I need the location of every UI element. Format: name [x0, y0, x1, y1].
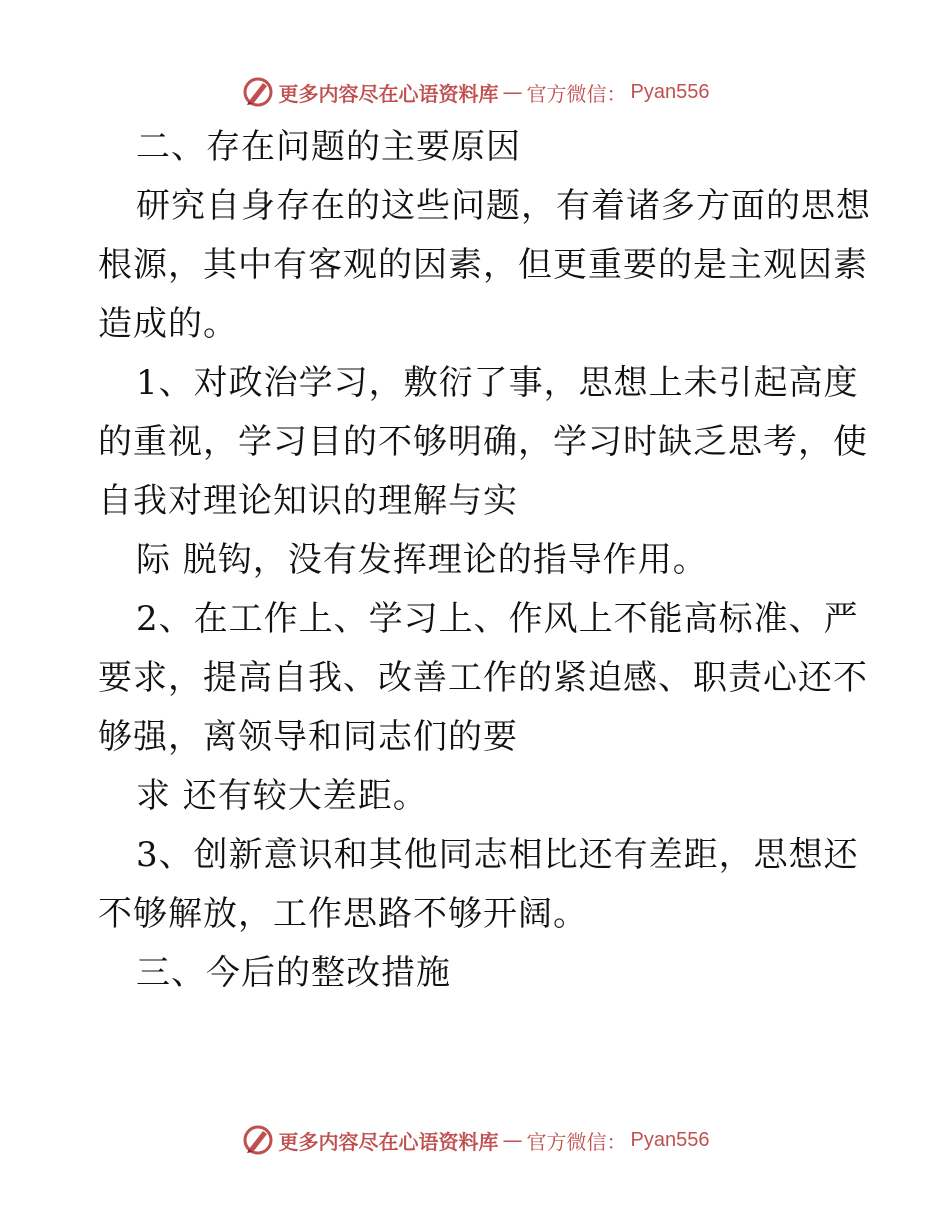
footer-watermark — [0, 1120, 950, 1160]
paragraph-line: 际 脱钩，没有发挥理论的指导作用。 — [136, 540, 708, 580]
paragraph-line: 要求，提高自我、改善工作的紧迫感、职责心还不 — [98, 658, 868, 698]
watermark-brand: 更多内容尽在心语资料库 — [278, 81, 499, 106]
paragraph-line: 求 还有较大差距。 — [136, 776, 428, 816]
paragraph-line: 自我对理论知识的理解与实 — [98, 481, 518, 521]
watermark-contact-label: 官方微信： — [526, 81, 627, 106]
watermark-dash: — — [502, 1128, 523, 1152]
pen-logo-icon — [241, 75, 275, 109]
watermark-contact-label: 官方微信： — [526, 1129, 627, 1154]
paragraph-line: 根源，其中有客观的因素，但更重要的是主观因素 — [98, 245, 868, 285]
paragraph-line: 造成的。 — [98, 304, 238, 344]
paragraph-line: 不够解放，工作思路不够开阔。 — [98, 894, 588, 934]
header-watermark — [0, 72, 950, 112]
paragraph-line: 的重视，学习目的不够明确，学习时缺乏思考，使 — [98, 422, 868, 462]
paragraph-line: 够强，离领导和同志们的要 — [98, 717, 518, 757]
watermark-handle: Pyan556 — [630, 80, 710, 103]
watermark-brand: 更多内容尽在心语资料库 — [278, 1129, 499, 1154]
paragraph-line: 研究自身存在的这些问题，有着诸多方面的思想 — [136, 186, 871, 226]
watermark-handle: Pyan556 — [630, 1128, 710, 1151]
watermark-dash: — — [502, 80, 523, 104]
paragraph-line: 1、对政治学习，敷衍了事，思想上未引起高度 — [136, 363, 859, 403]
paragraph-line: 2、在工作上、学习上、作风上不能高标准、严 — [136, 599, 859, 639]
document-body — [98, 118, 871, 1003]
paragraph-line: 3、创新意识和其他同志相比还有差距，思想还 — [136, 835, 859, 875]
section-heading-3: 三、今后的整改措施 — [136, 953, 451, 993]
section-heading-2: 二、存在问题的主要原因 — [136, 127, 521, 167]
pen-logo-icon — [241, 1123, 275, 1157]
